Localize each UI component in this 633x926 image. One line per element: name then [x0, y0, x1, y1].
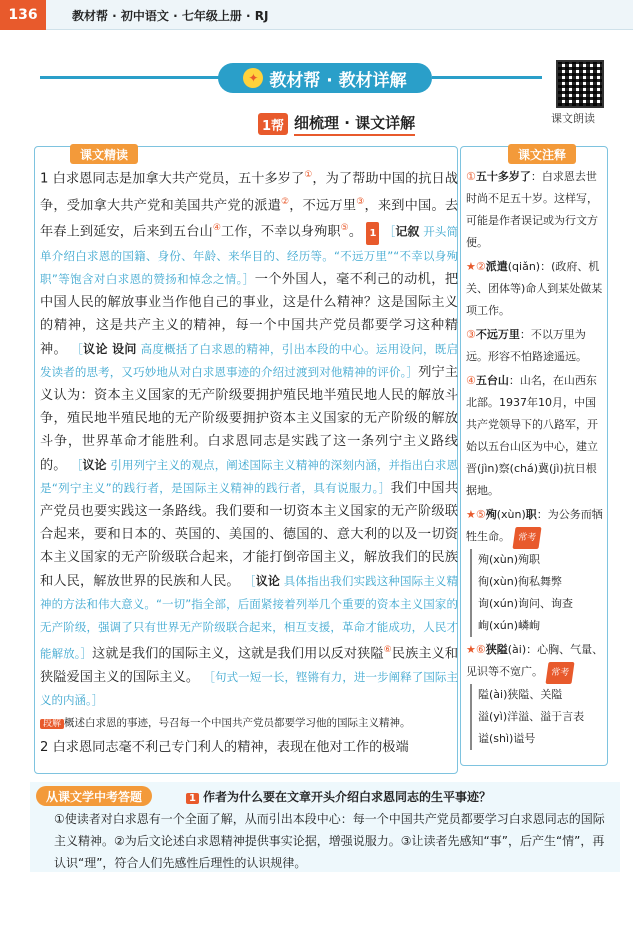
qr-code[interactable]	[556, 60, 604, 108]
top-bar	[0, 0, 633, 30]
exam-question: 1 作者为什么要在文章开头介绍白求恩同志的生平事迹？	[186, 788, 491, 805]
tab-close-reading: 课文精读	[70, 144, 138, 164]
qr-label: 课文朗读	[551, 112, 595, 125]
annotation-4: ［议论 具体指出我们实践这种国际主义精神的方法和伟大意义。“一切”指全部，后面紧接着列举几个重要的资本主义国家的无产阶级，强调了只有世界无产阶级联合起来，相互支援，革命才能成功，人民才能解放。］	[40, 573, 459, 661]
passage	[40, 164, 458, 760]
exam-answer: ①使读者对白求恩有一个全面了解，从而引出本段中心：每一个中国共产党员都要学习白求恩同志的国际主义精神。②为后文论述白求恩精神提供事实论据，增强说服力。③让读者先感知“事”，后产生“情”，再认识“理”，符合人们先感性后理性的认识规律。	[54, 812, 605, 870]
annotation-3: ［议论 引用列宁主义的观点，阐述国际主义精神的深刻内涵，并指出白求恩是“列宁主义”的践行者，是国际主义精神的践行者，具有说服力。］	[40, 457, 459, 495]
section-heading: 细梳理 · 课文详解	[294, 112, 415, 136]
lightbulb-icon: ✦	[243, 68, 263, 88]
exam-tag: 常考	[545, 662, 574, 684]
banner-line-left	[40, 76, 220, 79]
annotation-2: ［议论 设问 高度概括了白求恩的精神，引出本段的中心。运用设问，既启发读者的思考，又巧妙地从对白求恩事迹的介绍过渡到对他精神的评价。］	[40, 341, 459, 379]
note-1: ①五十多岁了：白求恩去世时尚不足五十岁。这样写，可能是作者误记或为行文方便。	[466, 170, 598, 249]
banner-line-right	[432, 76, 542, 79]
exam-tag: 常考	[512, 527, 541, 549]
section-badge: 1帮	[258, 113, 288, 135]
annotation-5: ［句式一短一长，铿锵有力，进一步阐释了国际主义的内涵。］	[40, 669, 459, 708]
note-2: ★②派遣(qiǎn)：(政府、机关、团体等)命人到某处做某项工作。	[466, 260, 603, 317]
note-4: ④五台山：山名，在山西东北部。1937年10月，中国共产党领导下的八路军，开始以五台山区为中心，建立晋(jìn)察(chá)冀(jì)抗日根据地。	[466, 374, 598, 497]
paragraph-summary: 段解 概述白求恩的事迹，号召每一个中国共产党员都要学习他的国际主义精神。	[40, 712, 458, 736]
banner	[218, 63, 432, 93]
note-3: ③不远万里：不以万里为远。形容不怕路途遥远。	[466, 328, 587, 363]
word-list: 殉(xùn)殉职 徇(xùn)徇私舞弊 询(xún)询问、询查 峋(xún)嶙峋	[470, 549, 606, 637]
annotation-badge: 1	[366, 222, 379, 245]
section-title	[258, 112, 415, 136]
word-list: 隘(ài)狭隘、关隘 溢(yì)洋溢、溢于言表 谥(shì)谥号	[470, 684, 606, 750]
paragraph-1: 1 白求恩同志是加拿大共产党员，五十多岁了①，为了帮助中国的抗日战争，受加拿大共产党和美国共产党的派遣②，不远万里③，来到中国。去年春上到延安，后来到五台山④工作，不幸以身殉职⑤。 1 ［记叙 开头简单介绍白求恩的国籍、身份、年龄、来华目的、经历等。“不远万里”“不幸以身殉职”等饱含对白求恩的赞扬和悼念之情。］一个外国人，毫不利己的动机，把中国人民的解放事业当作他自己的事业，这是什么精神？这是国际主义的精神，这是共产主义的精神，每一个中国共产党员都要学习这种精神。 ［议论 设问 高度概括了白求恩的精神，引出本段的中心。运用设问，既启发读者的思考，又巧妙地从对白求恩事迹的介绍过渡到对他精神的评价。］列宁主义认为：资本主义国家的无产阶级要拥护殖民地半殖民地人民的解放斗争，殖民地半殖民地的无产阶级要拥护资本主义国家的无产阶级的解放斗争，世界革命才能胜利。白求恩同志是实践了这一条列宁主义路线的。 ［议论 引用列宁主义的观点，阐述国际主义精神的深刻内涵，并指出白求恩是“列宁主义”的践行者，是国际主义精神的践行者，具有说服力。］我们中国共产党员也要实践这一条路线。我们要和一切资本主义国家的无产阶级联合起来，要和日本的、英国的、美国的、德国的、意大利的以及一切资本主义国家的无产阶级联合起来，才能打倒帝国主义，解放我们的民族和人民，解放世界的民族和人民。 ［议论 具体指出我们实践这种国际主义精神的方法和伟大意义。“一切”指全部，后面紧接着列举几个重要的资本主义国家的无产阶级，强调了只有世界无产阶级联合起来，相互支援，革命才能成功，人民才能解放。］这就是我们的国际主义，这就是我们用以反对狭隘⑥民族主义和狭隘爱国主义的国际主义。 ［句式一短一长，铿锵有力，进一步阐释了国际主义的内涵。］	[40, 170, 459, 708]
page-number: 136	[0, 0, 46, 30]
banner-title: 教材帮 · 教材详解	[269, 70, 407, 91]
note-5: ★⑤殉(xùn)职：为公务而牺牲生命。 常考 殉(xùn)殉职 徇(xùn)徇私舞弊 询(xún)询问、询查 峋(xún)嶙峋	[466, 504, 606, 637]
exam-label: 从课文学中考答题	[36, 786, 152, 806]
tab-notes: 课文注释	[508, 144, 576, 164]
book-series: 教材帮 · 初中语文 · 七年级上册 · RJ	[72, 9, 269, 23]
annotation-1: ［记叙 开头简单介绍白求恩的国籍、身份、年龄、来华目的、经历等。“不远万里”“不幸以身殉职”等饱含对白求恩的赞扬和悼念之情。］	[40, 224, 459, 286]
paragraph-2: 2 白求恩同志毫不利己专门利人的精神，表现在他对工作的极端	[40, 740, 409, 756]
notes-list	[466, 166, 606, 752]
note-6: ★⑥狭隘(ài)：心胸、气量、见识等不宽广。 常考 隘(ài)狭隘、关隘 溢(yì)洋溢、溢于言表 谥(shì)谥号	[466, 639, 606, 750]
